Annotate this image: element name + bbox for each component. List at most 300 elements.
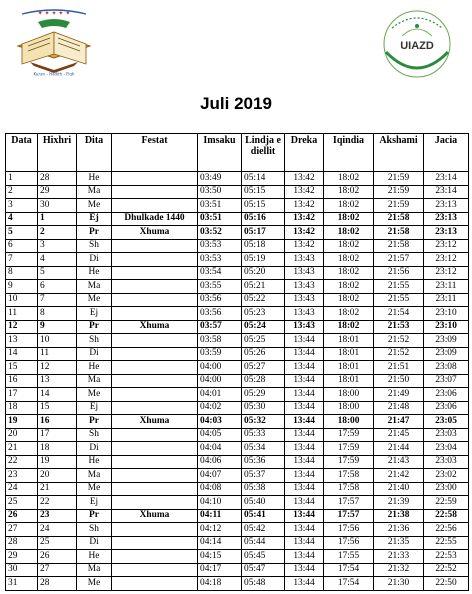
cell-imsaku: 03:53 (198, 253, 242, 267)
cell-data: 12 (6, 320, 38, 334)
cell-jacia: 23:09 (424, 334, 469, 348)
col-header-imsaku: Imsaku (198, 134, 242, 172)
cell-jacia: 23:10 (424, 320, 469, 334)
cell-dita: He (77, 266, 112, 280)
cell-dita: Pr (77, 226, 112, 240)
cell-akshami: 21:58 (374, 239, 424, 253)
cell-lindja: 05:27 (242, 361, 285, 375)
cell-iqindia: 17:56 (324, 536, 374, 550)
cell-akshami: 21:55 (374, 280, 424, 294)
table-row (6, 577, 469, 591)
cell-dreka: 13:44 (285, 374, 324, 388)
cell-hixhri: 17 (38, 428, 77, 442)
table-row (6, 320, 469, 334)
cell-iqindia: 18:02 (324, 293, 374, 307)
cell-akshami: 21:56 (374, 266, 424, 280)
cell-hixhri: 28 (38, 577, 77, 591)
cell-lindja: 05:38 (242, 482, 285, 496)
cell-imsaku: 03:59 (198, 347, 242, 361)
cell-iqindia: 17:56 (324, 523, 374, 537)
cell-dita: He (77, 550, 112, 564)
col-header-akshami: Akshami (374, 134, 424, 172)
table-row (6, 334, 469, 348)
cell-data: 18 (6, 401, 38, 415)
cell-hixhri: 26 (38, 550, 77, 564)
prayer-times-table (5, 133, 469, 591)
cell-akshami: 21:43 (374, 455, 424, 469)
cell-dreka: 13:44 (285, 482, 324, 496)
cell-dreka: 13:42 (285, 239, 324, 253)
cell-festat: Dhulkade 1440 (112, 212, 198, 226)
cell-akshami: 21:59 (374, 185, 424, 199)
uiazd-logo (372, 6, 462, 84)
cell-data: 13 (6, 334, 38, 348)
cell-festat (112, 577, 198, 591)
cell-imsaku: 04:02 (198, 401, 242, 415)
cell-akshami: 21:50 (374, 374, 424, 388)
cell-imsaku: 03:51 (198, 199, 242, 213)
cell-dita: Ma (77, 185, 112, 199)
cell-imsaku: 04:07 (198, 469, 242, 483)
cell-lindja: 05:14 (242, 172, 285, 186)
cell-dita: Di (77, 253, 112, 267)
cell-jacia: 23:10 (424, 307, 469, 321)
cell-dreka: 13:42 (285, 185, 324, 199)
cell-dita: Ej (77, 307, 112, 321)
col-header-dita: Dita (77, 134, 112, 172)
cell-jacia: 23:12 (424, 253, 469, 267)
cell-imsaku: 03:49 (198, 172, 242, 186)
cell-iqindia: 18:00 (324, 415, 374, 429)
cell-iqindia: 18:01 (324, 361, 374, 375)
cell-lindja: 05:22 (242, 293, 285, 307)
cell-dreka: 13:43 (285, 293, 324, 307)
cell-festat (112, 172, 198, 186)
cell-dita: Pr (77, 509, 112, 523)
cell-iqindia: 17:59 (324, 428, 374, 442)
cell-data: 7 (6, 253, 38, 267)
cell-iqindia: 17:55 (324, 550, 374, 564)
cell-festat (112, 550, 198, 564)
cell-dreka: 13:44 (285, 347, 324, 361)
cell-dita: Ma (77, 374, 112, 388)
cell-lindja: 05:33 (242, 428, 285, 442)
cell-dita: Sh (77, 334, 112, 348)
cell-dreka: 13:44 (285, 428, 324, 442)
cell-festat: Xhuma (112, 415, 198, 429)
cell-imsaku: 04:08 (198, 482, 242, 496)
cell-iqindia: 17:54 (324, 563, 374, 577)
cell-dita: He (77, 455, 112, 469)
cell-iqindia: 18:00 (324, 388, 374, 402)
cell-imsaku: 03:56 (198, 307, 242, 321)
cell-jacia: 23:05 (424, 415, 469, 429)
cell-data: 24 (6, 482, 38, 496)
cell-dreka: 13:44 (285, 455, 324, 469)
cell-hixhri: 10 (38, 334, 77, 348)
cell-dita: Ma (77, 563, 112, 577)
cell-iqindia: 18:02 (324, 185, 374, 199)
cell-lindja: 05:34 (242, 442, 285, 456)
cell-akshami: 21:55 (374, 293, 424, 307)
table-row (6, 172, 469, 186)
cell-jacia: 23:04 (424, 442, 469, 456)
table-row (6, 199, 469, 213)
cell-lindja: 05:42 (242, 523, 285, 537)
cell-jacia: 23:08 (424, 361, 469, 375)
cell-dita: He (77, 361, 112, 375)
cell-akshami: 21:54 (374, 307, 424, 321)
cell-dreka: 13:44 (285, 388, 324, 402)
cell-dreka: 13:44 (285, 509, 324, 523)
quran-book-logo (8, 6, 100, 76)
cell-jacia: 22:53 (424, 550, 469, 564)
cell-jacia: 23:12 (424, 239, 469, 253)
cell-iqindia: 17:58 (324, 469, 374, 483)
cell-hixhri: 19 (38, 455, 77, 469)
cell-data: 17 (6, 388, 38, 402)
cell-lindja: 05:37 (242, 469, 285, 483)
cell-hixhri: 30 (38, 199, 77, 213)
cell-hixhri: 23 (38, 509, 77, 523)
cell-dita: Sh (77, 239, 112, 253)
cell-jacia: 23:11 (424, 293, 469, 307)
cell-akshami: 21:45 (374, 428, 424, 442)
cell-data: 23 (6, 469, 38, 483)
cell-lindja: 05:30 (242, 401, 285, 415)
cell-iqindia: 18:00 (324, 401, 374, 415)
cell-iqindia: 17:59 (324, 442, 374, 456)
cell-festat (112, 388, 198, 402)
cell-festat: Xhuma (112, 320, 198, 334)
cell-dreka: 13:43 (285, 266, 324, 280)
cell-dita: Sh (77, 428, 112, 442)
cell-akshami: 21:33 (374, 550, 424, 564)
cell-lindja: 05:47 (242, 563, 285, 577)
cell-imsaku: 04:03 (198, 415, 242, 429)
cell-iqindia: 18:01 (324, 347, 374, 361)
cell-hixhri: 27 (38, 563, 77, 577)
cell-hixhri: 21 (38, 482, 77, 496)
cell-jacia: 23:11 (424, 280, 469, 294)
cell-festat (112, 239, 198, 253)
cell-iqindia: 18:02 (324, 239, 374, 253)
cell-iqindia: 18:02 (324, 226, 374, 240)
cell-data: 21 (6, 442, 38, 456)
cell-festat (112, 307, 198, 321)
cell-iqindia: 17:58 (324, 482, 374, 496)
cell-imsaku: 04:11 (198, 509, 242, 523)
cell-lindja: 05:45 (242, 550, 285, 564)
cell-imsaku: 04:12 (198, 523, 242, 537)
cell-imsaku: 04:00 (198, 374, 242, 388)
cell-festat (112, 293, 198, 307)
cell-festat (112, 469, 198, 483)
cell-akshami: 21:42 (374, 469, 424, 483)
cell-festat (112, 482, 198, 496)
cell-hixhri: 29 (38, 185, 77, 199)
cell-jacia: 23:13 (424, 199, 469, 213)
cell-iqindia: 17:59 (324, 455, 374, 469)
cell-jacia: 23:00 (424, 482, 469, 496)
cell-hixhri: 13 (38, 374, 77, 388)
cell-festat (112, 536, 198, 550)
cell-lindja: 05:28 (242, 374, 285, 388)
table-row (6, 415, 469, 429)
cell-jacia: 23:03 (424, 428, 469, 442)
table-row (6, 401, 469, 415)
cell-jacia: 22:50 (424, 577, 469, 591)
cell-imsaku: 03:56 (198, 293, 242, 307)
cell-akshami: 21:44 (374, 442, 424, 456)
cell-jacia: 22:59 (424, 496, 469, 510)
cell-akshami: 21:40 (374, 482, 424, 496)
cell-jacia: 23:14 (424, 185, 469, 199)
cell-dreka: 13:42 (285, 172, 324, 186)
cell-festat (112, 496, 198, 510)
right-logo-text: UIAZD (400, 40, 434, 52)
cell-akshami: 21:49 (374, 388, 424, 402)
cell-dreka: 13:43 (285, 320, 324, 334)
table-row (6, 280, 469, 294)
cell-dreka: 13:43 (285, 307, 324, 321)
cell-imsaku: 03:55 (198, 280, 242, 294)
cell-dita: Ma (77, 280, 112, 294)
cell-data: 20 (6, 428, 38, 442)
cell-data: 16 (6, 374, 38, 388)
cell-data: 4 (6, 212, 38, 226)
cell-festat (112, 428, 198, 442)
cell-dreka: 13:44 (285, 577, 324, 591)
cell-festat (112, 401, 198, 415)
cell-lindja: 05:19 (242, 253, 285, 267)
col-header-data: Data (6, 134, 38, 172)
cell-lindja: 05:40 (242, 496, 285, 510)
cell-festat (112, 442, 198, 456)
cell-data: 26 (6, 509, 38, 523)
cell-dreka: 13:44 (285, 442, 324, 456)
cell-dreka: 13:44 (285, 361, 324, 375)
cell-hixhri: 5 (38, 266, 77, 280)
cell-data: 1 (6, 172, 38, 186)
cell-dita: Pr (77, 320, 112, 334)
cell-dita: Ma (77, 469, 112, 483)
cell-data: 22 (6, 455, 38, 469)
cell-iqindia: 18:02 (324, 172, 374, 186)
cell-festat (112, 253, 198, 267)
table-row (6, 374, 469, 388)
cell-akshami: 21:38 (374, 509, 424, 523)
col-header-hixhri: Hixhri (38, 134, 77, 172)
cell-imsaku: 04:05 (198, 428, 242, 442)
cell-hixhri: 1 (38, 212, 77, 226)
cell-akshami: 21:36 (374, 523, 424, 537)
cell-lindja: 05:15 (242, 185, 285, 199)
cell-imsaku: 04:17 (198, 563, 242, 577)
cell-data: 29 (6, 550, 38, 564)
cell-data: 15 (6, 361, 38, 375)
cell-lindja: 05:44 (242, 536, 285, 550)
cell-iqindia: 18:02 (324, 320, 374, 334)
table-row (6, 266, 469, 280)
cell-dita: Me (77, 577, 112, 591)
cell-dreka: 13:42 (285, 199, 324, 213)
table-row (6, 428, 469, 442)
table-header-row (6, 134, 469, 172)
col-header-lindja: Lindja e diellit (242, 134, 285, 172)
cell-iqindia: 18:02 (324, 212, 374, 226)
cell-jacia: 23:12 (424, 266, 469, 280)
cell-festat (112, 199, 198, 213)
cell-imsaku: 03:57 (198, 320, 242, 334)
cell-jacia: 22:56 (424, 523, 469, 537)
cell-festat (112, 523, 198, 537)
cell-dreka: 13:44 (285, 550, 324, 564)
cell-festat (112, 266, 198, 280)
table-row (6, 212, 469, 226)
cell-dita: Di (77, 347, 112, 361)
cell-imsaku: 03:53 (198, 239, 242, 253)
cell-imsaku: 03:52 (198, 226, 242, 240)
cell-dreka: 13:43 (285, 253, 324, 267)
cell-data: 2 (6, 185, 38, 199)
cell-imsaku: 03:50 (198, 185, 242, 199)
cell-hixhri: 20 (38, 469, 77, 483)
table-row (6, 469, 469, 483)
col-header-jacia: Jacia (424, 134, 469, 172)
cell-imsaku: 04:04 (198, 442, 242, 456)
cell-hixhri: 25 (38, 536, 77, 550)
cell-hixhri: 15 (38, 401, 77, 415)
cell-akshami: 21:32 (374, 563, 424, 577)
table-row (6, 442, 469, 456)
page-title: Juli 2019 (200, 94, 272, 113)
cell-hixhri: 8 (38, 307, 77, 321)
cell-jacia: 23:02 (424, 469, 469, 483)
cell-jacia: 23:13 (424, 212, 469, 226)
cell-data: 27 (6, 523, 38, 537)
cell-akshami: 21:59 (374, 199, 424, 213)
cell-iqindia: 18:01 (324, 334, 374, 348)
cell-akshami: 21:57 (374, 253, 424, 267)
table-row (6, 455, 469, 469)
cell-dreka: 13:44 (285, 523, 324, 537)
cell-imsaku: 04:00 (198, 361, 242, 375)
col-header-festat: Festat (112, 134, 198, 172)
table-row (6, 482, 469, 496)
cell-festat (112, 361, 198, 375)
cell-iqindia: 17:57 (324, 509, 374, 523)
cell-data: 28 (6, 536, 38, 550)
cell-akshami: 21:35 (374, 536, 424, 550)
cell-dreka: 13:42 (285, 212, 324, 226)
cell-imsaku: 04:15 (198, 550, 242, 564)
table-row (6, 536, 469, 550)
col-header-dreka: Dreka (285, 134, 324, 172)
cell-hixhri: 11 (38, 347, 77, 361)
cell-data: 6 (6, 239, 38, 253)
cell-dreka: 13:44 (285, 401, 324, 415)
cell-akshami: 21:52 (374, 347, 424, 361)
cell-lindja: 05:23 (242, 307, 285, 321)
cell-iqindia: 18:01 (324, 374, 374, 388)
cell-akshami: 21:58 (374, 226, 424, 240)
cell-hixhri: 22 (38, 496, 77, 510)
cell-dita: He (77, 172, 112, 186)
cell-data: 11 (6, 307, 38, 321)
cell-lindja: 05:26 (242, 347, 285, 361)
table-row (6, 523, 469, 537)
cell-hixhri: 28 (38, 172, 77, 186)
cell-jacia: 23:03 (424, 455, 469, 469)
cell-imsaku: 03:54 (198, 266, 242, 280)
table-row (6, 307, 469, 321)
table-row (6, 347, 469, 361)
cell-festat (112, 334, 198, 348)
cell-imsaku: 03:58 (198, 334, 242, 348)
cell-data: 30 (6, 563, 38, 577)
cell-data: 8 (6, 266, 38, 280)
cell-iqindia: 18:02 (324, 253, 374, 267)
cell-dreka: 13:44 (285, 415, 324, 429)
svg-text:✦ ✦ ✦ ✦ ✦: ✦ ✦ ✦ ✦ ✦ (37, 10, 71, 17)
cell-akshami: 21:48 (374, 401, 424, 415)
cell-data: 25 (6, 496, 38, 510)
cell-data: 10 (6, 293, 38, 307)
cell-dita: Me (77, 482, 112, 496)
cell-imsaku: 04:18 (198, 577, 242, 591)
cell-festat: Xhuma (112, 509, 198, 523)
cell-imsaku: 04:06 (198, 455, 242, 469)
cell-jacia: 23:09 (424, 347, 469, 361)
cell-hixhri: 2 (38, 226, 77, 240)
cell-jacia: 23:14 (424, 172, 469, 186)
cell-akshami: 21:51 (374, 361, 424, 375)
cell-jacia: 22:52 (424, 563, 469, 577)
cell-akshami: 21:30 (374, 577, 424, 591)
cell-dita: Sh (77, 523, 112, 537)
cell-hixhri: 18 (38, 442, 77, 456)
cell-festat (112, 374, 198, 388)
table-row (6, 509, 469, 523)
cell-akshami: 21:47 (374, 415, 424, 429)
cell-dita: Ej (77, 401, 112, 415)
cell-dreka: 13:44 (285, 536, 324, 550)
cell-lindja: 05:36 (242, 455, 285, 469)
cell-iqindia: 18:02 (324, 280, 374, 294)
cell-hixhri: 4 (38, 253, 77, 267)
cell-imsaku: 04:01 (198, 388, 242, 402)
cell-jacia: 22:58 (424, 509, 469, 523)
cell-dita: Di (77, 536, 112, 550)
cell-festat: Xhuma (112, 226, 198, 240)
cell-iqindia: 18:02 (324, 307, 374, 321)
cell-dita: Di (77, 442, 112, 456)
cell-hixhri: 24 (38, 523, 77, 537)
cell-lindja: 05:29 (242, 388, 285, 402)
cell-lindja: 05:41 (242, 509, 285, 523)
cell-data: 9 (6, 280, 38, 294)
table-row (6, 253, 469, 267)
cell-data: 19 (6, 415, 38, 429)
cell-jacia: 23:07 (424, 374, 469, 388)
cell-dita: Ej (77, 212, 112, 226)
cell-akshami: 21:59 (374, 172, 424, 186)
cell-data: 31 (6, 577, 38, 591)
cell-lindja: 05:24 (242, 320, 285, 334)
cell-dita: Ej (77, 496, 112, 510)
table-row (6, 293, 469, 307)
